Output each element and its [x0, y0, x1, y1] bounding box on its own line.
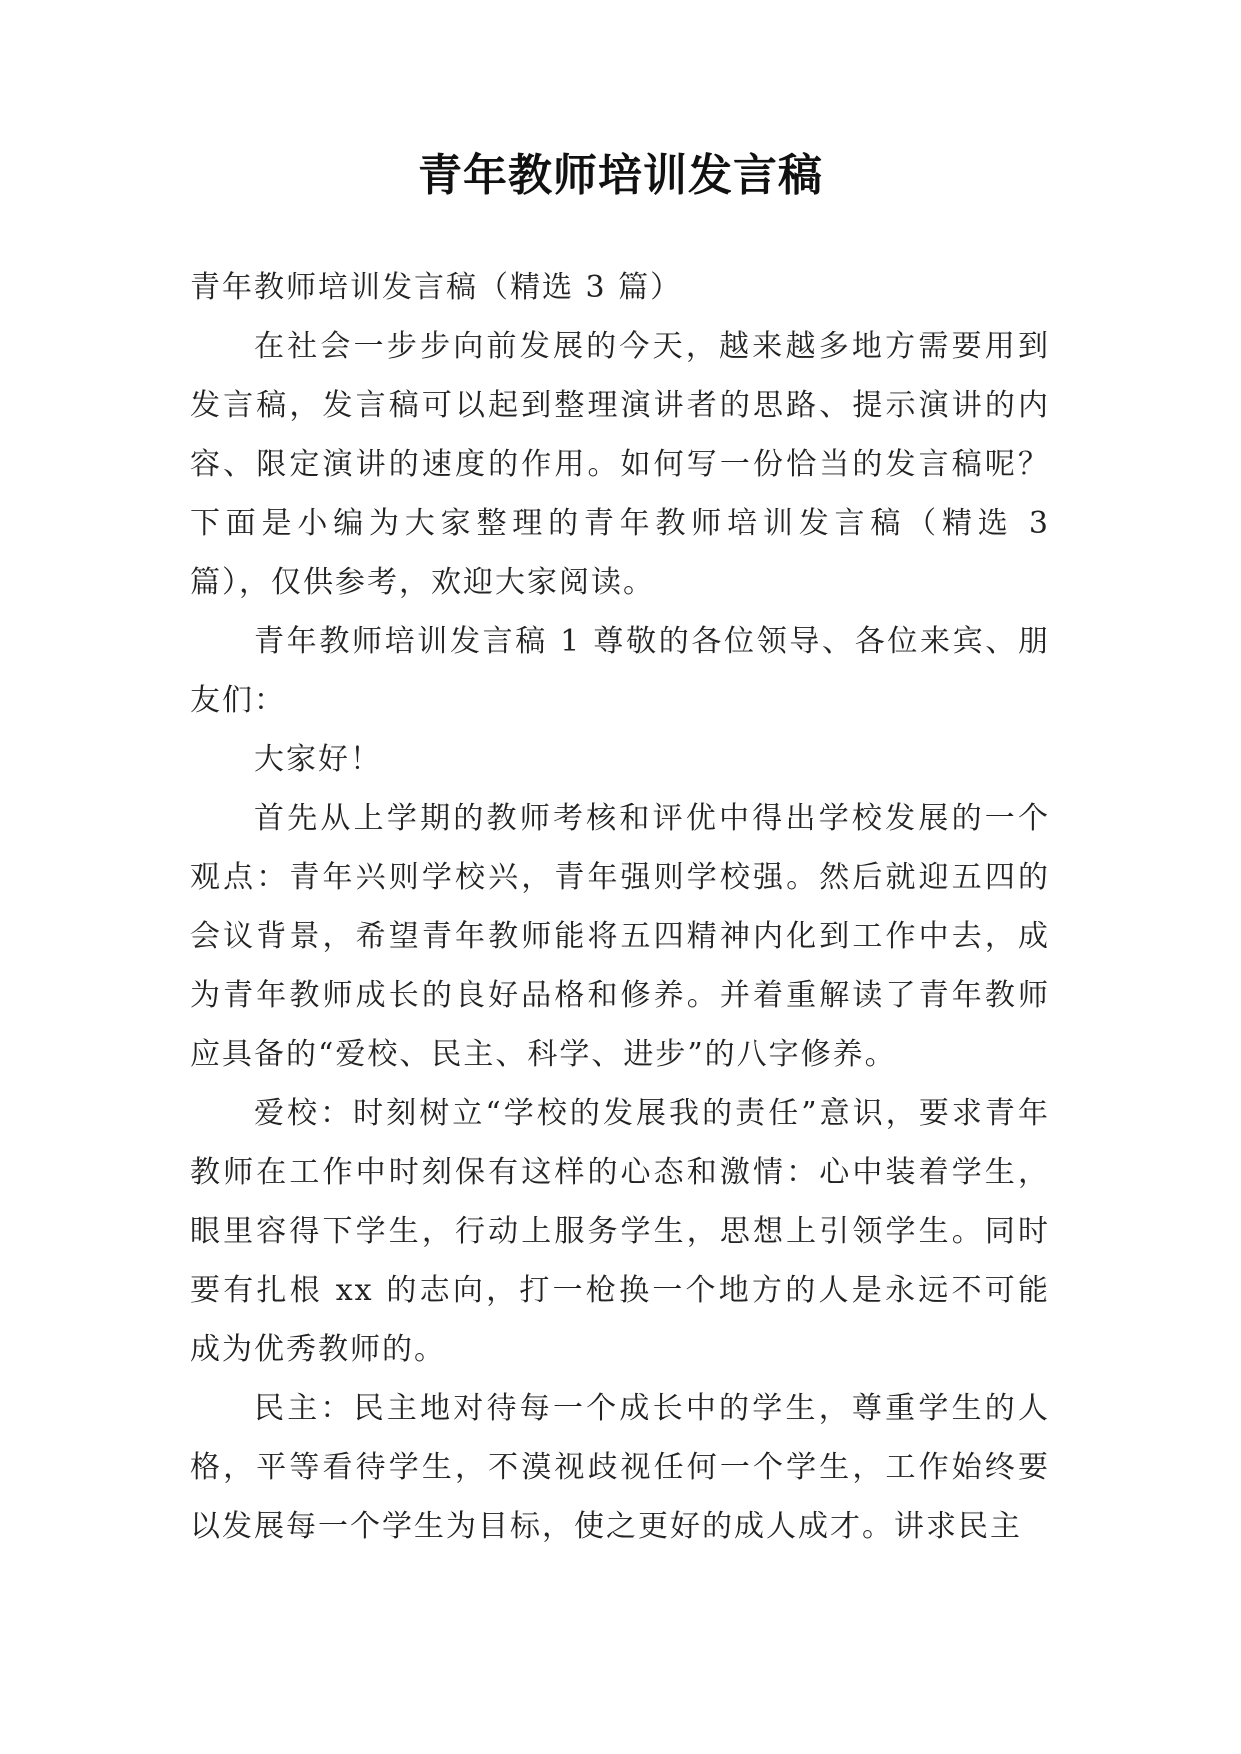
paragraph-democracy: 民主：民主地对待每一个成长中的学生，尊重学生的人格，平等看待学生，不漠视歧视任何一个学生，工作始终要以发展每一个学生为目标，使之更好的成人成才。讲求民主: [190, 1391, 1050, 1544]
document-title: 青年教师培训发言稿: [418, 150, 823, 201]
paragraph-love-school: 爱校：时刻树立“学校的发展我的责任”意识，要求青年教师在工作中时刻保有这样的心态和激情：心中装着学生，眼里容得下学生，行动上服务学生，思想上引领学生。同时要有扎根 xx 的志向，打一枪换一个地方的人是永远不可能成为优秀教师的。: [190, 1096, 1050, 1367]
paragraph-greeting: 大家好！: [254, 742, 382, 777]
document-subtitle: 青年教师培训发言稿（精选 3 篇）: [190, 270, 683, 305]
paragraph-intro: 在社会一步步向前发展的今天，越来越多地方需要用到发言稿，发言稿可以起到整理演讲者的思路、提示演讲的内容、限定演讲的速度的作用。如何写一份恰当的发言稿呢？下面是小编为大家整理的青年教师培训发言稿（精选 3 篇），仅供参考，欢迎大家阅读。: [190, 329, 1050, 600]
paragraph-viewpoint: 首先从上学期的教师考核和评优中得出学校发展的一个观点：青年兴则学校兴，青年强则学校强。然后就迎五四的会议背景，希望青年教师能将五四精神内化到工作中去，成为青年教师成长的良好品格和修养。并着重解读了青年教师应具备的“爱校、民主、科学、进步”的八字修养。: [190, 801, 1050, 1072]
document-body: [190, 258, 1050, 1556]
paragraph-salutation: 青年教师培训发言稿 1 尊敬的各位领导、各位来宾、朋友们：: [190, 624, 1050, 718]
